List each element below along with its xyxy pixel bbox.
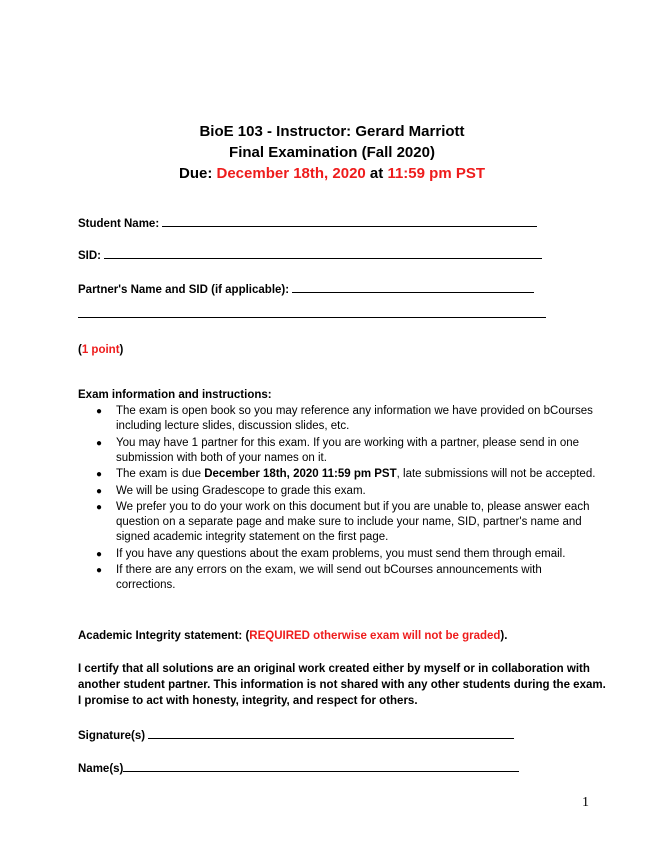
partner-field-continued[interactable] — [78, 317, 546, 318]
bullet-icon: ● — [96, 565, 103, 576]
bullet-icon: ● — [96, 502, 103, 513]
bullet-icon: ● — [96, 437, 103, 449]
list-item: ● If there are any errors on the exam, we will send out bCourses announcements with corrections. — [96, 564, 542, 591]
integrity-statement: I certify that all solutions are an original work created either by myself or in collaboration with another student partner. This information is not shared with any other students during the exam. I promise to act with honesty, integrity, and respect for others. — [78, 663, 606, 707]
points-value: 1 point — [81, 344, 120, 356]
list-item: ● You may have 1 partner for this exam. If you are working with a partner, please send in one submission with both of your names on it. — [96, 436, 580, 464]
signature-field[interactable] — [148, 728, 514, 739]
page-number: 1 — [582, 795, 589, 810]
list-item: ● We prefer you to do your work on this document but if you are unable to, please answer each question on a separate page and make sure to include your name, SID, partner's name and signed academic integrity statement on the first page. — [96, 501, 590, 543]
exam-title: Final Examination (Fall 2020) — [229, 144, 435, 161]
list-item: ● If you have any questions about the exam problems, you must send them through email. — [96, 547, 566, 560]
integrity-heading: Academic Integrity statement: (REQUIRED otherwise exam will not be graded). — [78, 630, 508, 642]
bullet-icon: ● — [96, 406, 103, 417]
list-item: ● The exam is due December 18th, 2020 11:59 pm PST, late submissions will not be accepted. — [96, 468, 596, 480]
due-line — [0, 164, 664, 184]
due-label: Due: — [179, 165, 217, 182]
course-title: BioE 103 - Instructor: Gerard Marriott — [199, 123, 465, 140]
instructions-list — [78, 404, 598, 595]
due-date: December 18th, 2020 — [216, 165, 366, 182]
student-name-field[interactable] — [162, 216, 537, 227]
due-at: at — [365, 165, 388, 182]
names-row — [78, 761, 519, 775]
list-item: ● The exam is open book so you may reference any information we have provided on bCourses including lecture slides, discussion slides, etc. — [96, 405, 593, 432]
names-field[interactable] — [123, 761, 519, 772]
student-name-row — [78, 216, 537, 230]
student-name-label: Student Name: — [78, 218, 160, 230]
instructions-title: Exam information and instructions: — [78, 389, 272, 401]
sid-row — [78, 248, 542, 262]
points-label: (1 point) — [78, 344, 124, 356]
names-label: Name(s) — [78, 763, 124, 775]
signature-row — [78, 728, 514, 742]
sid-label: SID: — [78, 250, 101, 262]
integrity-required: REQUIRED otherwise exam will not be graded — [249, 630, 501, 642]
bullet-icon: ● — [96, 548, 103, 560]
bullet-icon: ● — [96, 469, 103, 480]
partner-label: Partner's Name and SID (if applicable): — [78, 284, 290, 296]
due-time: 11:59 pm PST — [387, 165, 485, 182]
partner-field[interactable] — [292, 282, 534, 293]
partner-row — [78, 282, 534, 296]
bullet-icon: ● — [96, 485, 103, 497]
sid-field[interactable] — [104, 248, 542, 259]
signature-label: Signature(s) — [78, 730, 146, 742]
list-item: ● We will be using Gradescope to grade this exam. — [96, 484, 366, 497]
